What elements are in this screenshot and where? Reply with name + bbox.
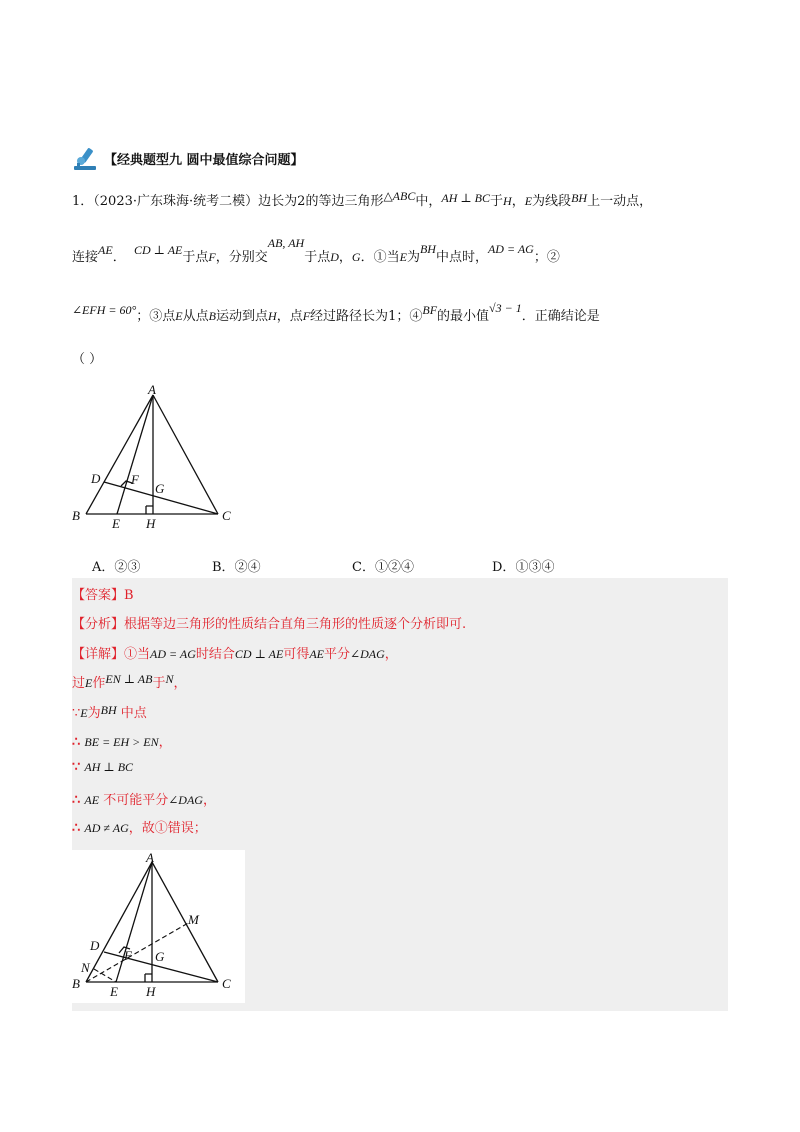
math: E bbox=[80, 706, 88, 720]
label-e: E bbox=[112, 516, 120, 531]
text: 可得 bbox=[283, 647, 310, 662]
math: AE bbox=[84, 793, 100, 807]
text: ；③点 bbox=[136, 309, 176, 324]
detail-line-7 bbox=[72, 817, 207, 836]
math: AH ⊥ BC bbox=[84, 760, 134, 774]
math: 1 bbox=[388, 309, 397, 324]
math: ∠DAG bbox=[168, 793, 203, 807]
detail-line-6 bbox=[72, 789, 216, 808]
option-letter: B． bbox=[212, 560, 235, 575]
question-line-3 bbox=[72, 301, 600, 324]
option-text: ①③④ bbox=[515, 560, 555, 575]
math: AB, AH bbox=[267, 236, 305, 250]
label-d: D bbox=[91, 471, 101, 486]
label-h: H bbox=[146, 984, 156, 999]
option-b[interactable] bbox=[212, 556, 261, 575]
label-f: F bbox=[124, 948, 132, 963]
option-c[interactable] bbox=[352, 556, 414, 575]
question-source: （2023·广东珠海·统考二模） bbox=[93, 194, 259, 209]
text: 于点 bbox=[304, 250, 331, 265]
text: ①当 bbox=[124, 647, 151, 662]
text: 的等边三角形 bbox=[305, 194, 384, 209]
text: 中点 bbox=[120, 706, 147, 721]
text: ， bbox=[202, 793, 216, 808]
detail-tag: 【详解】 bbox=[72, 647, 125, 662]
text: 为 bbox=[87, 706, 101, 721]
math-perp: CD ⊥ AE bbox=[133, 243, 183, 257]
text: 边长为 bbox=[258, 194, 298, 209]
detail-line-2 bbox=[72, 672, 186, 691]
text: 连接 bbox=[72, 250, 99, 265]
math: BH bbox=[100, 703, 117, 717]
text: ；② bbox=[533, 250, 560, 265]
text: 作 bbox=[92, 676, 106, 691]
analysis-line bbox=[72, 613, 466, 632]
text: 中， bbox=[415, 194, 442, 209]
right-angle-h bbox=[145, 974, 152, 982]
math: F bbox=[302, 309, 311, 323]
answer-blank: （ ） bbox=[72, 352, 103, 367]
math: B bbox=[208, 309, 216, 323]
text: 从点 bbox=[182, 309, 209, 324]
label-b: B bbox=[72, 508, 80, 523]
option-letter: C． bbox=[352, 560, 375, 575]
text: 为线段 bbox=[532, 194, 572, 209]
text: ． bbox=[112, 250, 126, 265]
because-symbol: ∵ bbox=[72, 760, 81, 775]
math: CD ⊥ AE bbox=[234, 647, 284, 661]
math-sqrt: √3 − 1 bbox=[489, 301, 522, 315]
text: ．正确结论是 bbox=[521, 309, 600, 324]
label-m: M bbox=[188, 912, 199, 927]
right-angle-h bbox=[146, 506, 153, 514]
analysis-text: 根据等边三角形的性质结合直角三角形的性质逐个分析即可. bbox=[124, 617, 467, 632]
label-h: H bbox=[146, 516, 156, 531]
text: ，点 bbox=[276, 309, 303, 324]
math: EN ⊥ AB bbox=[105, 672, 153, 686]
segment-ac bbox=[152, 862, 218, 982]
text: 时结合 bbox=[195, 647, 235, 662]
text: ．①当 bbox=[360, 250, 400, 265]
math: AD = AG bbox=[150, 647, 196, 661]
question-line-2 bbox=[72, 236, 560, 265]
question-line-1 bbox=[72, 190, 652, 209]
math: BH bbox=[571, 191, 588, 205]
math: E bbox=[399, 250, 407, 264]
segment-ae bbox=[117, 395, 153, 514]
text: ；④ bbox=[396, 309, 423, 324]
text: 不可能平分 bbox=[103, 793, 169, 808]
math-angle: ∠EFH = 60° bbox=[72, 303, 137, 317]
math: G bbox=[351, 250, 361, 264]
option-letter: D． bbox=[492, 560, 516, 575]
answer-tag: 【答案】 bbox=[72, 588, 125, 603]
option-a[interactable] bbox=[92, 556, 140, 575]
math: H bbox=[503, 194, 512, 208]
label-c: C bbox=[222, 508, 231, 523]
label-a: A bbox=[146, 850, 154, 865]
text: 过 bbox=[72, 676, 86, 691]
math: ∠DAG bbox=[350, 647, 385, 661]
text: 上一动点， bbox=[587, 194, 653, 209]
label-a: A bbox=[148, 382, 156, 397]
text: 的最小值 bbox=[437, 309, 490, 324]
math: AD = AG bbox=[487, 242, 534, 256]
text: 于 bbox=[490, 194, 504, 209]
math: H bbox=[268, 309, 277, 323]
text: ， bbox=[158, 735, 172, 750]
math: 2 bbox=[297, 194, 306, 209]
label-e: E bbox=[110, 984, 118, 999]
segment-ac bbox=[153, 395, 218, 514]
detail-line-1 bbox=[72, 643, 398, 662]
dashed-segment-ne bbox=[94, 969, 116, 982]
microscope-icon bbox=[72, 145, 100, 171]
text: ， bbox=[511, 194, 525, 209]
option-letter: A． bbox=[92, 560, 115, 575]
section-heading-text: 【经典题型九 圆中最值综合问题】 bbox=[104, 152, 304, 168]
text: 运动到点 bbox=[216, 309, 269, 324]
question-number: 1． bbox=[72, 194, 94, 209]
detail-line-3 bbox=[72, 702, 147, 721]
math-perp: AH ⊥ BC bbox=[441, 191, 490, 205]
label-g: G bbox=[155, 949, 165, 964]
answer-line bbox=[72, 584, 134, 603]
option-d[interactable] bbox=[492, 556, 554, 575]
label-n: N bbox=[81, 960, 90, 975]
text: 平分 bbox=[324, 647, 351, 662]
math: BF bbox=[422, 303, 438, 317]
math: BE = EH > EN bbox=[84, 735, 159, 749]
math: AD ≠ AG bbox=[84, 821, 129, 835]
text: ，故①错误； bbox=[128, 821, 207, 836]
text: 于 bbox=[152, 676, 166, 691]
math: AE bbox=[309, 647, 325, 661]
label-g: G bbox=[155, 481, 165, 496]
math-triangle: △ABC bbox=[383, 189, 416, 203]
therefore-symbol: ∴ bbox=[72, 735, 81, 750]
text: ，分别交 bbox=[215, 250, 268, 265]
math: N bbox=[165, 672, 174, 686]
therefore-symbol: ∴ bbox=[72, 793, 81, 808]
math: AE bbox=[98, 243, 113, 257]
text: 为 bbox=[406, 250, 420, 265]
figure-1-triangle bbox=[68, 382, 240, 532]
text: ， bbox=[173, 676, 187, 691]
answer-value: B bbox=[124, 588, 134, 603]
segment-ab bbox=[86, 862, 152, 982]
math: E bbox=[85, 676, 93, 690]
math: E bbox=[524, 194, 533, 208]
text: ∵ bbox=[72, 706, 81, 721]
text: 中点时， bbox=[435, 250, 488, 265]
therefore-symbol: ∴ bbox=[72, 821, 81, 836]
figure-2-triangle bbox=[72, 850, 244, 1002]
math: E bbox=[175, 309, 183, 323]
text: 经过路径长为 bbox=[310, 309, 389, 324]
detail-line-4 bbox=[72, 731, 172, 750]
label-c: C bbox=[222, 976, 231, 991]
segment-ab bbox=[86, 395, 153, 514]
text: 于点 bbox=[182, 250, 209, 265]
analysis-tag: 【分析】 bbox=[72, 617, 125, 632]
math: D bbox=[330, 250, 339, 264]
option-text: ②④ bbox=[234, 560, 261, 575]
text: ， bbox=[338, 250, 352, 265]
label-b: B bbox=[72, 976, 80, 991]
detail-line-5 bbox=[72, 760, 133, 775]
option-text: ①②④ bbox=[374, 560, 414, 575]
label-f: F bbox=[131, 472, 139, 487]
math: F bbox=[208, 250, 216, 264]
math: BH bbox=[419, 242, 436, 256]
section-heading bbox=[72, 145, 304, 171]
label-d: D bbox=[90, 938, 100, 953]
segment-ae bbox=[116, 862, 152, 982]
text: ， bbox=[384, 647, 398, 662]
option-text: ②③ bbox=[114, 560, 141, 575]
